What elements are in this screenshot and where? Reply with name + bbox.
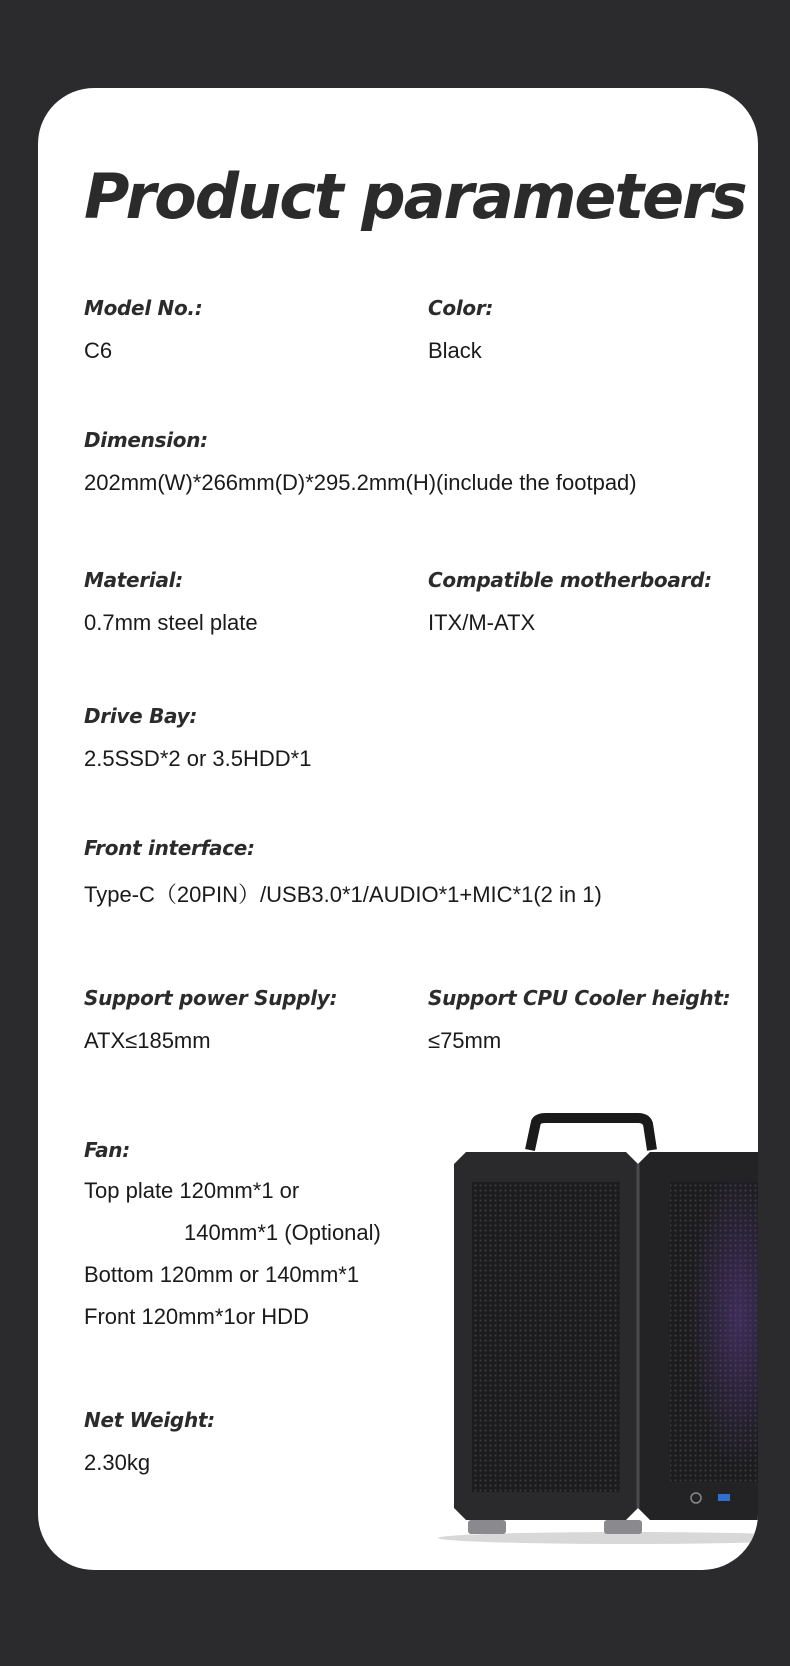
dimension-value: 202mm(W)*266mm(D)*295.2mm(H)(include the footpad) [84, 470, 637, 495]
motherboard-value: ITX/M-ATX [428, 610, 536, 635]
model-value: C6 [84, 338, 113, 363]
fan-line: Top plate 120mm*1 or [84, 1178, 300, 1203]
material-value: 0.7mm steel plate [84, 610, 258, 635]
fan-value [84, 1170, 381, 1338]
pc-case-image [438, 1098, 758, 1568]
fan-label: Fan: [84, 1138, 130, 1162]
fan-line: Front 120mm*1or HDD [84, 1304, 309, 1329]
power-supply-label: Support power Supply: [84, 986, 338, 1010]
spec-card [38, 88, 758, 1570]
color-label: Color: [428, 296, 494, 320]
front-interface-label: Front interface: [84, 836, 255, 860]
power-supply-value: ATX≤185mm [84, 1028, 211, 1053]
page-title: Product parameters [84, 160, 746, 233]
dimension-label: Dimension: [84, 428, 208, 452]
cpu-cooler-label: Support CPU Cooler height: [428, 986, 731, 1010]
fan-line: Bottom 120mm or 140mm*1 [84, 1262, 360, 1287]
cpu-cooler-value: ≤75mm [428, 1028, 502, 1053]
fan-line: 140mm*1 (Optional) [184, 1220, 381, 1245]
front-interface-value: Type-C（20PIN）/USB3.0*1/AUDIO*1+MIC*1(2 in 1) [84, 882, 602, 907]
drive-bay-value: 2.5SSD*2 or 3.5HDD*1 [84, 746, 312, 771]
net-weight-label: Net Weight: [84, 1408, 215, 1432]
material-label: Material: [84, 568, 183, 592]
net-weight-value: 2.30kg [84, 1450, 151, 1475]
motherboard-label: Compatible motherboard: [428, 568, 712, 592]
color-value: Black [428, 338, 482, 363]
model-label: Model No.: [84, 296, 203, 320]
drive-bay-label: Drive Bay: [84, 704, 198, 728]
